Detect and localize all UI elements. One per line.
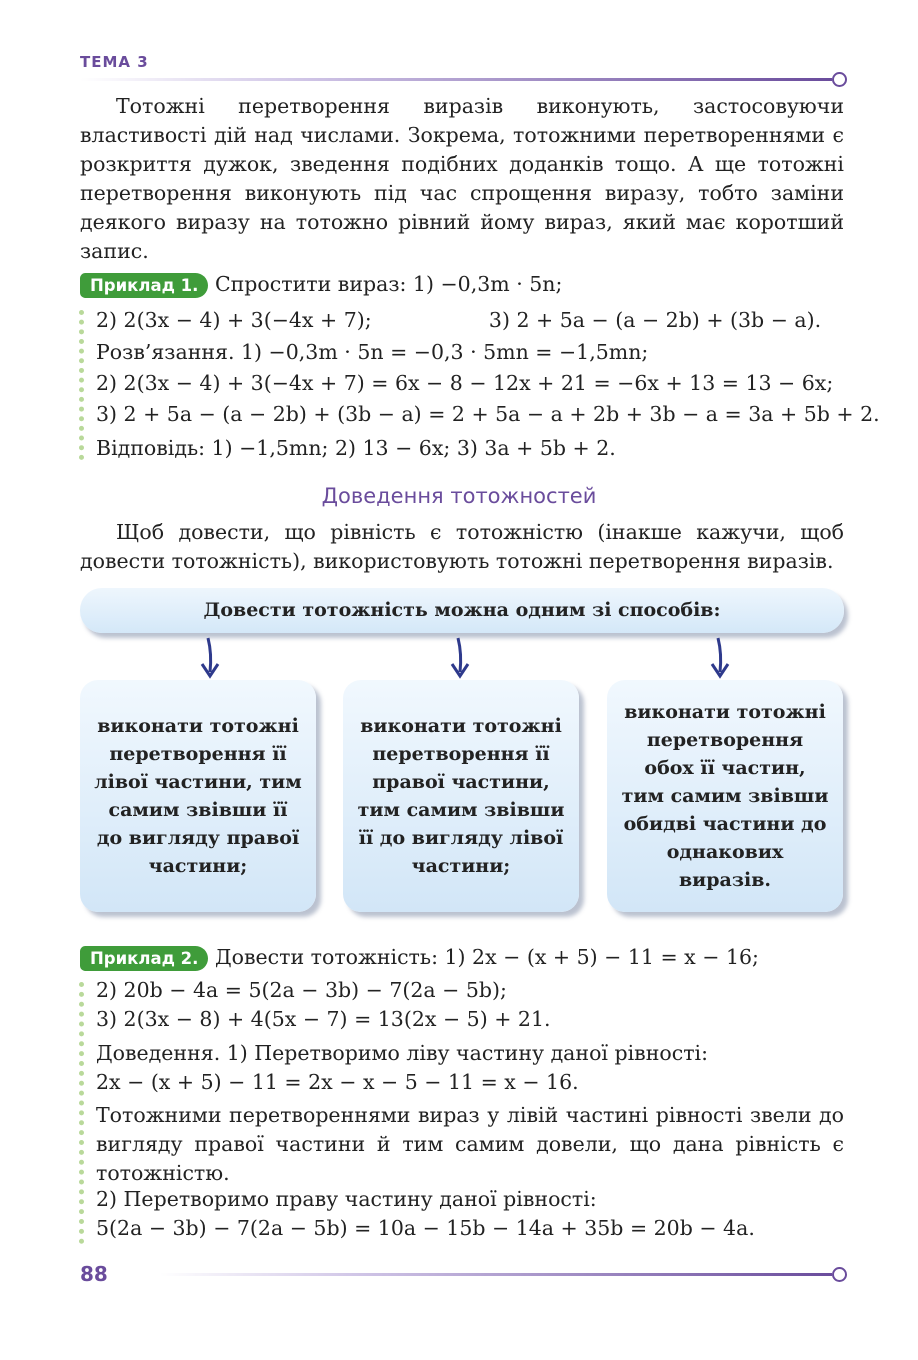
example2-line2: 2) 20b − 4a = 5(2a − 3b) − 7(2a − 5b); [96, 978, 507, 1002]
section-paragraph [80, 518, 844, 576]
section-text: Щоб довести, що рівність є тотожністю (інакше кажучи, щоб довести тотожність), використовують тотожні перетворення виразів. [80, 520, 844, 573]
diagram-title: Довести тотожність можна одним зі способів: [203, 599, 721, 621]
footer-rule-end [832, 1267, 847, 1282]
page-number: 88 [80, 1262, 108, 1286]
example1-line2: 2) 2(3x − 4) + 3(−4x + 7); 3) 2 + 5a − (a − 2b) + (3b − a). [96, 308, 822, 332]
diagram-title-bar [80, 588, 844, 633]
topic-label: ТЕМА 3 [80, 53, 149, 71]
example1-answer: Відповідь: 1) −1,5mn; 2) 13 − 6x; 3) 3a + 5b + 2. [96, 436, 616, 460]
header-rule-end [832, 72, 847, 87]
header-rule [80, 78, 832, 81]
example1-header [80, 272, 562, 296]
example1-solution: Розв’язання. 1) −0,3m · 5n = −0,3 · 5mn = −1,5mn; [96, 340, 649, 364]
way-text-middle: виконати тотожні перетворення її правої частини, тим самим звівши її до вигляду лівої частини; [357, 715, 565, 877]
footer-rule [160, 1273, 832, 1276]
example2-p1: 2x − (x + 5) − 11 = 2x − x − 5 − 11 = x − 16. [96, 1070, 579, 1094]
example2-badge: Приклад 2. [80, 946, 208, 971]
arrow-down-icon [198, 636, 222, 680]
way-text-left: виконати тотожні перетворення її лівої частини, тим самим звівши її до вигляду правої частини; [94, 715, 302, 877]
section-heading: Доведення тотожностей [321, 484, 597, 508]
intro-text: Тотожні перетворення виразів виконують, застосовуючи властивості дій над числами. Зокрема, тотожними перетвореннями є розкриття дужок, зведення подібних доданків тощо. А ще тотожні перетворення виконують під час спрощення виразу, тобто заміни деякого виразу на тотожно рівний йому вираз, який має коротший запис. [80, 94, 844, 263]
example1-dots [79, 310, 90, 460]
example2-header [80, 945, 759, 969]
way-text-right: виконати тотожні перетворення обох її частин, тим самим звівши обидві частини до однакових виразів. [621, 701, 829, 891]
example1-task: Спростити вираз: 1) −0,3m · 5n; [214, 272, 563, 296]
example2-p2: Тотожними перетвореннями вираз у лівій частині рівності звели до вигляду правої частини й тим самим довели, що дана рівність є тотожністю. [96, 1103, 844, 1185]
example2-p4: 5(2a − 3b) − 7(2a − 5b) = 10a − 15b − 14a + 35b = 20b − 4a. [96, 1216, 755, 1240]
example2-task: Довести тотожність: 1) 2x − (x + 5) − 11 = x − 16; [214, 945, 759, 969]
way-box-middle [343, 680, 579, 912]
example2-p3: 2) Перетворимо праву частину даної рівності: [96, 1187, 597, 1211]
example2-dots [79, 982, 90, 1244]
example2-proof: Доведення. 1) Перетворимо ліву частину даної рівності: [96, 1041, 708, 1065]
intro-paragraph [80, 92, 844, 266]
way-box-right [607, 680, 843, 912]
example1-sol3: 3) 2 + 5a − (a − 2b) + (3b − a) = 2 + 5a − a + 2b + 3b − a = 3a + 5b + 2. [96, 402, 880, 426]
arrow-down-icon [708, 636, 732, 680]
way-box-left [80, 680, 316, 912]
example2-line3: 3) 2(3x − 8) + 4(5x − 7) = 13(2x − 5) + 21. [96, 1007, 551, 1031]
example1-sol2: 2) 2(3x − 4) + 3(−4x + 7) = 6x − 8 − 12x + 21 = −6x + 13 = 13 − 6x; [96, 371, 834, 395]
example1-badge: Приклад 1. [80, 273, 208, 298]
arrow-down-icon [448, 636, 472, 680]
